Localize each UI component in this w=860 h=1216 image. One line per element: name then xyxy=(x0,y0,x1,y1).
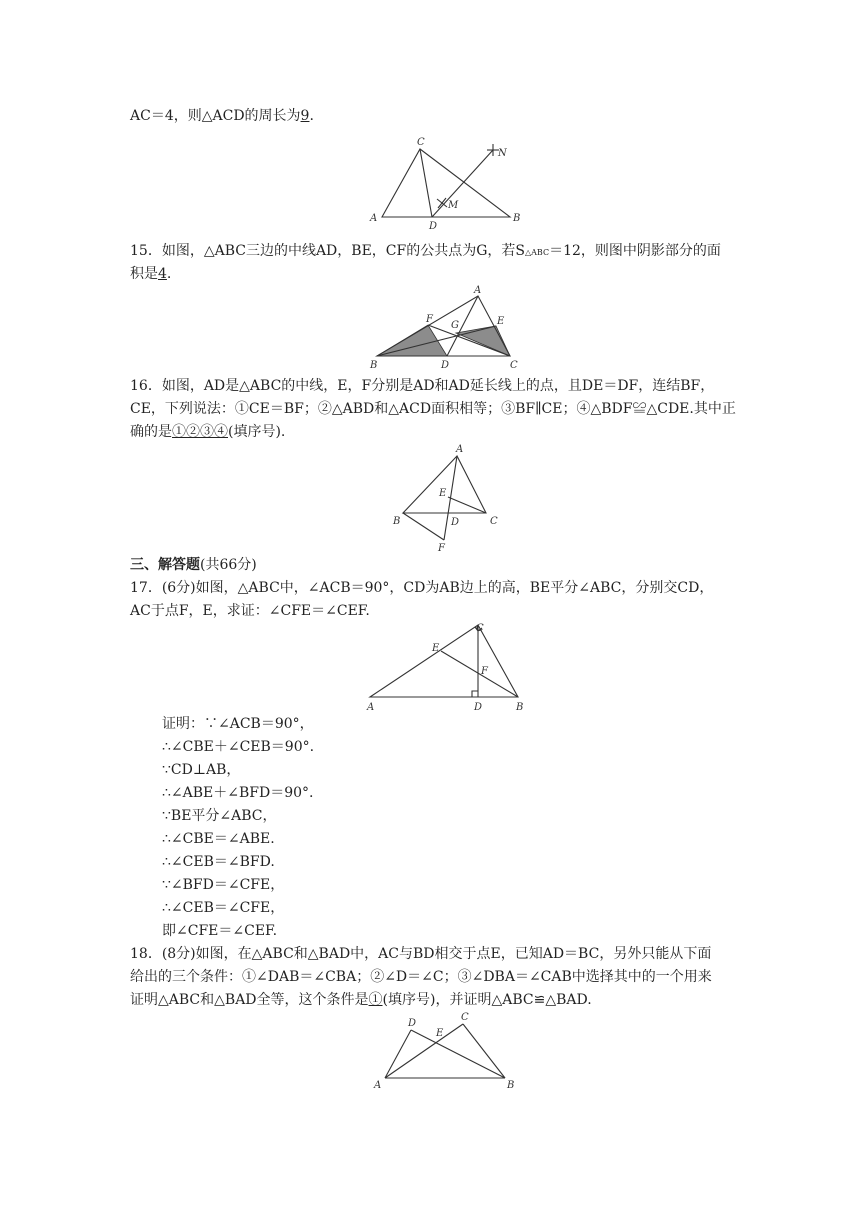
q18-answer: ① xyxy=(368,992,383,1008)
fig18-label: A xyxy=(374,1080,382,1091)
q15-subscript: △ABC xyxy=(525,248,550,257)
q14-answer: 9 xyxy=(300,108,310,124)
proof-line: ∴∠ABE＋∠BFD＝90°. xyxy=(162,785,314,801)
fig17-label: B xyxy=(516,702,524,713)
fig15-label: G xyxy=(451,320,459,331)
proof-line: 即∠CFE＝∠CEF. xyxy=(162,923,278,939)
q18-line1: 18．(8分)如图，在△ABC和△BAD中，AC与BD相交于点E，已知AD＝BC，另外只能从下面 xyxy=(130,946,712,962)
q15-text-4: . xyxy=(166,266,172,282)
fig17-label: D xyxy=(474,702,483,713)
fig14-label: A xyxy=(370,213,378,224)
q18-text-end: (填序号)，并证明△ABC≌△BAD. xyxy=(382,992,592,1008)
fig18-segment-cb xyxy=(463,1024,505,1078)
proof-line: ∴∠CEB＝∠BFD. xyxy=(162,854,275,870)
q15-text-3: 积是 xyxy=(130,266,158,282)
q16-answer: ①②③④ xyxy=(172,424,228,440)
section-3-score: (共66分) xyxy=(200,557,257,573)
q16-line2: CE，下列说法：①CE＝BF；②△ABD和△ACD面积相等；③BF∥CE；④△BDF≌△CDE.其中正 xyxy=(130,401,736,417)
fig15-label: C xyxy=(510,360,518,371)
fig15-label: E xyxy=(497,316,505,327)
q16-text: 确的是 xyxy=(130,424,172,440)
q18-text: 证明△ABC和△BAD全等，这个条件是 xyxy=(130,992,369,1008)
fig16-label: C xyxy=(490,516,498,527)
fig15-label: D xyxy=(441,360,450,371)
q16-line1: 16．如图，AD是△ABC的中线，E，F分别是AD和AD延长线上的点，且DE＝DF，连结BF， xyxy=(130,378,715,394)
fig16-label: F xyxy=(438,543,445,554)
fig14-label: M xyxy=(448,200,459,211)
proof-line: ∵∠BFD＝∠CFE， xyxy=(162,877,285,893)
proof-line: ∴∠CBE＝∠ABE. xyxy=(162,831,275,847)
fig18-label: B xyxy=(507,1080,515,1091)
fig18-label: C xyxy=(461,1012,469,1023)
q14-text: AC＝4，则△ACD的周长为 xyxy=(130,108,301,124)
fig17-label: A xyxy=(367,702,375,713)
fig14-label: D xyxy=(429,221,438,232)
proof-line: ∴∠CEB＝∠CFE， xyxy=(162,900,285,916)
fig17-label: F xyxy=(481,666,488,677)
q17-line2: AC于点F，E，求证：∠CFE＝∠CEF. xyxy=(130,603,370,619)
proof-line: ∵CD⊥AB， xyxy=(162,762,241,778)
fig18-label: D xyxy=(408,1018,417,1029)
q18-line2: 给出的三个条件：①∠DAB＝∠CBA；②∠D＝∠C；③∠DBA＝∠CAB中选择其中的一个用来 xyxy=(130,969,712,985)
fig17-label: C xyxy=(476,623,484,634)
fig14-label: N xyxy=(498,148,507,159)
fig15-label: F xyxy=(426,314,433,325)
section-3-title: 三、解答题 xyxy=(130,557,200,573)
fig16-label: E xyxy=(439,488,447,499)
q17-line1: 17．(6分)如图，△ABC中，∠ACB＝90°，CD为AB边上的高，BE平分∠ABC，分别交CD， xyxy=(130,580,714,596)
q15-text: 15．如图，△ABC三边的中线AD，BE，CF的公共点为G，若S xyxy=(130,243,525,259)
fig14-label: C xyxy=(417,137,425,148)
fig15-label: A xyxy=(474,285,482,296)
fig18-segment-db xyxy=(411,1030,505,1078)
q15-text-2: ＝12，则图中阴影部分的面 xyxy=(549,243,721,259)
q16-text-end: (填序号). xyxy=(228,424,286,440)
fig16-label: D xyxy=(451,517,460,528)
fig15-label: B xyxy=(370,360,378,371)
fig17-label: E xyxy=(432,643,440,654)
fig14-label: B xyxy=(513,213,521,224)
q15-answer: 4 xyxy=(158,266,167,282)
fig18-label: E xyxy=(436,1028,444,1039)
fig16-label: A xyxy=(456,444,464,455)
fig18-segment-ad xyxy=(385,1030,411,1078)
proof-line: 证明：∵∠ACB＝90°， xyxy=(162,716,314,732)
proof-line: ∵BE平分∠ABC， xyxy=(162,808,277,824)
proof-line: ∴∠CBE＋∠CEB＝90°. xyxy=(162,739,315,755)
fig16-label: B xyxy=(393,516,401,527)
q14-text-end: . xyxy=(309,108,314,124)
